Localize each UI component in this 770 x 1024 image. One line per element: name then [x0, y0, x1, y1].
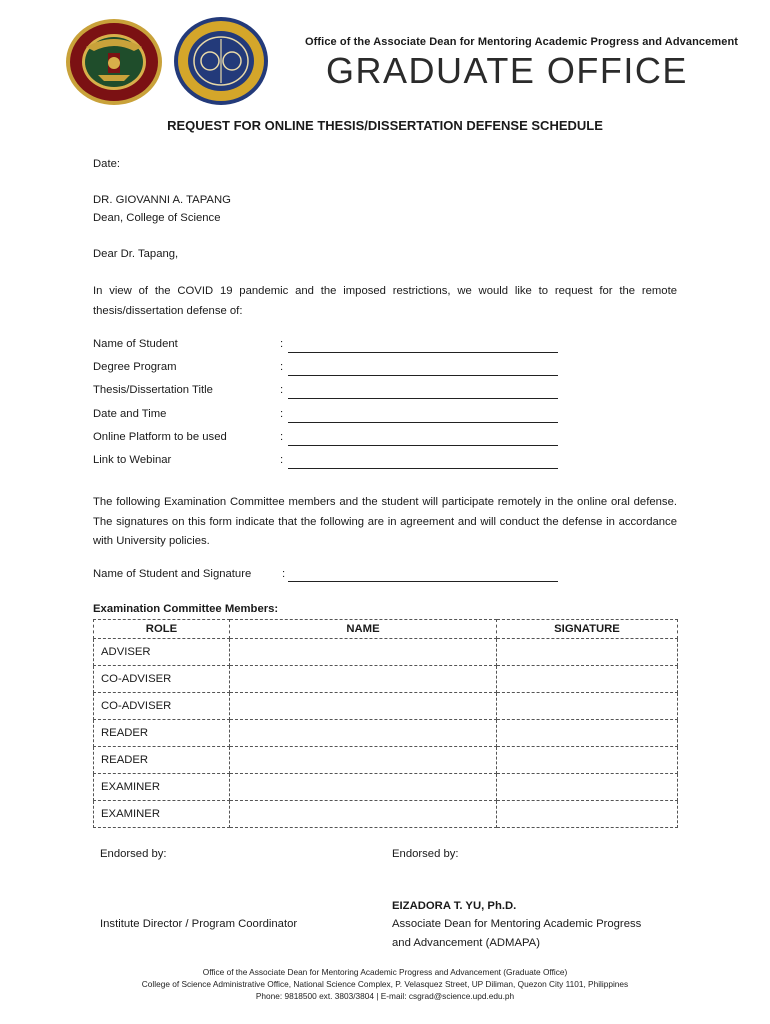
name-cell[interactable] — [230, 693, 497, 720]
field-colon: : — [280, 454, 284, 466]
name-cell[interactable] — [230, 639, 497, 666]
intro-paragraph: In view of the COVID 19 pandemic and the imposed restrictions, we would like to request for the remote thesis/dissertation defense of: — [93, 285, 677, 317]
addressee-name: DR. GIOVANNI A. TAPANG — [93, 194, 231, 206]
role-cell: CO-ADVISER — [94, 693, 230, 720]
field-colon: : — [280, 431, 284, 443]
name-cell[interactable] — [230, 720, 497, 747]
name-header: NAME — [230, 620, 497, 639]
thesis-title-field[interactable] — [288, 398, 558, 399]
role-cell: EXAMINER — [94, 774, 230, 801]
name-cell[interactable] — [230, 801, 497, 828]
date-time-field[interactable] — [288, 422, 558, 423]
associate-dean-title-line1: Associate Dean for Mentoring Academic Progress — [392, 918, 642, 930]
footer-address-line: College of Science Administrative Office, National Science Complex, P. Velasquez Street, UP Diliman, Quezon City 1101, Philippines — [141, 979, 629, 989]
college-of-science-seal-logo — [172, 15, 270, 107]
signature-header: SIGNATURE — [497, 620, 678, 639]
table-row — [94, 774, 678, 801]
committee-table — [93, 619, 678, 828]
table-row — [94, 720, 678, 747]
signature-cell[interactable] — [497, 666, 678, 693]
table-row — [94, 801, 678, 828]
salutation: Dear Dr. Tapang, — [93, 248, 179, 260]
signature-cell[interactable] — [497, 747, 678, 774]
field-colon: : — [282, 568, 286, 580]
signature-cell[interactable] — [497, 774, 678, 801]
webinar-link-label: Link to Webinar — [93, 454, 172, 466]
role-header: ROLE — [94, 620, 230, 639]
field-colon: : — [280, 408, 284, 420]
name-cell[interactable] — [230, 774, 497, 801]
associate-dean-name: EIZADORA T. YU, Ph.D. — [392, 900, 517, 912]
signature-cell[interactable] — [497, 693, 678, 720]
agreement-paragraph: The following Examination Committee members and the student will participate remotely in the online oral defense. The signatures on this form indicate that the following are in agreement and will conduct the defense in accordance with University policies. — [93, 496, 677, 547]
platform-field[interactable] — [288, 445, 558, 446]
table-row — [94, 693, 678, 720]
associate-dean-title-line2: and Advancement (ADMAPA) — [392, 937, 540, 949]
degree-program-label: Degree Program — [93, 361, 177, 373]
endorsed-by-right-label: Endorsed by: — [392, 848, 459, 860]
name-cell[interactable] — [230, 666, 497, 693]
role-cell: READER — [94, 720, 230, 747]
office-line: Office of the Associate Dean for Mentoring Academic Progress and Advancement — [305, 36, 739, 48]
form-title: REQUEST FOR ONLINE THESIS/DISSERTATION DEFENSE SCHEDULE — [167, 118, 603, 133]
table-row — [94, 666, 678, 693]
thesis-title-label: Thesis/Dissertation Title — [93, 384, 213, 396]
name-cell[interactable] — [230, 747, 497, 774]
student-signature-label: Name of Student and Signature — [93, 568, 252, 580]
student-name-field[interactable] — [288, 352, 558, 353]
student-signature-field[interactable] — [288, 581, 558, 582]
endorsed-by-left-label: Endorsed by: — [100, 848, 167, 860]
date-time-label: Date and Time — [93, 408, 167, 420]
field-colon: : — [280, 338, 284, 350]
committee-label: Examination Committee Members: — [93, 603, 279, 615]
role-cell: EXAMINER — [94, 801, 230, 828]
university-seal-logo — [64, 17, 164, 107]
field-colon: : — [280, 361, 284, 373]
committee-header-row — [94, 620, 678, 639]
signature-cell[interactable] — [497, 801, 678, 828]
date-label: Date: — [93, 158, 121, 170]
student-name-label: Name of Student — [93, 338, 178, 350]
addressee-position: Dean, College of Science — [93, 212, 221, 224]
role-cell: CO-ADVISER — [94, 666, 230, 693]
role-cell: ADVISER — [94, 639, 230, 666]
table-row — [94, 639, 678, 666]
signature-cell[interactable] — [497, 720, 678, 747]
footer — [0, 966, 770, 1002]
footer-contact-line: Phone: 9818500 ext. 3803/3804 | E-mail: csgrad@science.upd.edu.ph — [255, 991, 515, 1001]
institute-director-title: Institute Director / Program Coordinator — [100, 918, 298, 930]
role-cell: READER — [94, 747, 230, 774]
field-colon: : — [280, 384, 284, 396]
platform-label: Online Platform to be used — [93, 431, 227, 443]
footer-office-line: Office of the Associate Dean for Mentoring Academic Progress and Advancement (Graduate Office) — [202, 967, 568, 977]
table-row — [94, 747, 678, 774]
degree-program-field[interactable] — [288, 375, 558, 376]
signature-cell[interactable] — [497, 639, 678, 666]
graduate-office-heading: GRADUATE OFFICE — [326, 50, 688, 91]
webinar-link-field[interactable] — [288, 468, 558, 469]
